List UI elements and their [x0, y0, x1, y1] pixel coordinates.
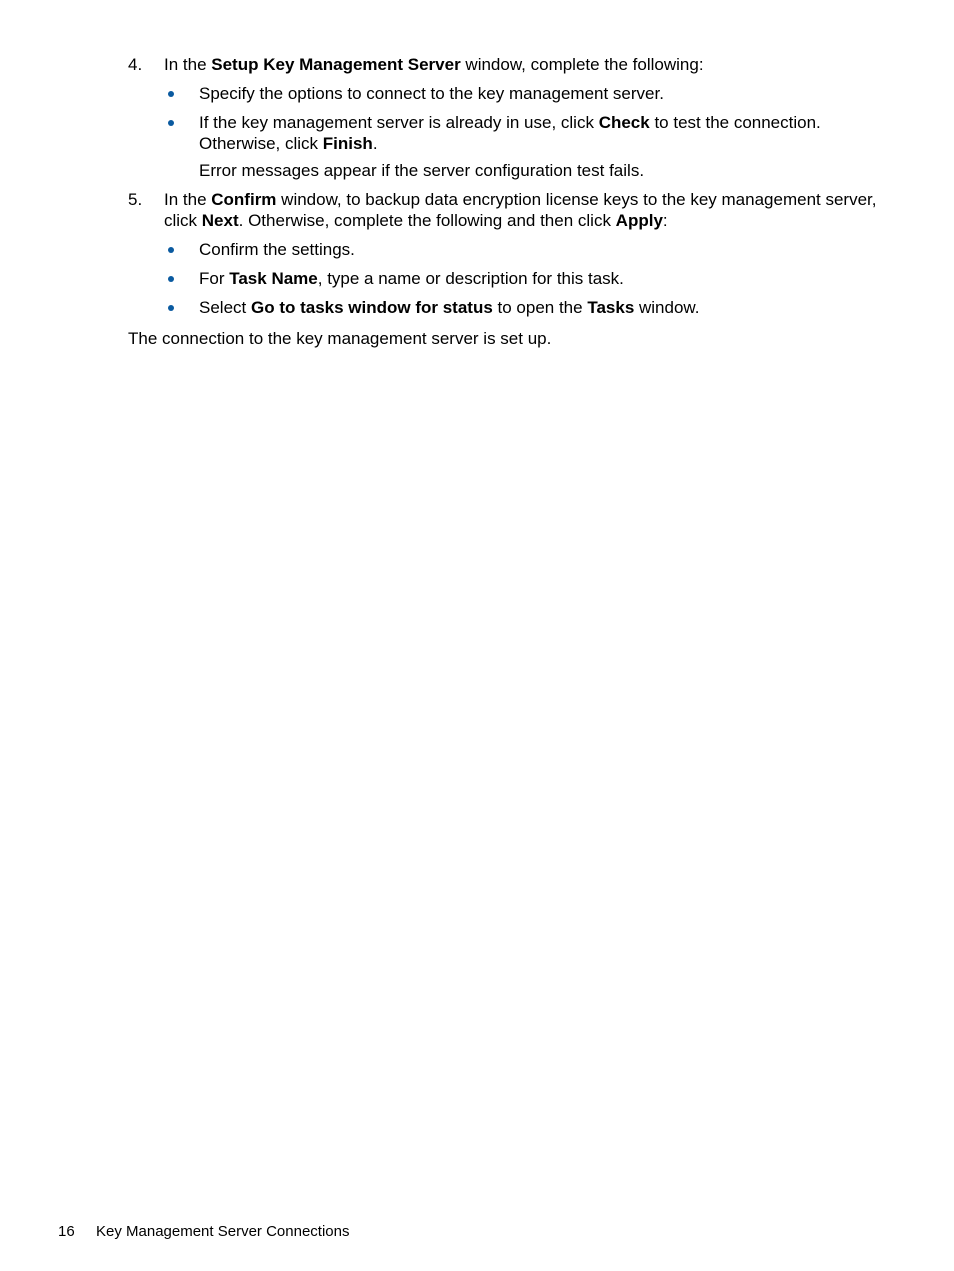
- bullet-icon: [168, 305, 174, 311]
- list-item: Select Go to tasks window for status to open the Tasks window.: [164, 297, 888, 318]
- section-title: Key Management Server Connections: [96, 1223, 350, 1240]
- step-5: [128, 189, 888, 318]
- error-note: Error messages appear if the server configuration test fails.: [199, 161, 645, 180]
- list-item: Confirm the settings.: [164, 239, 888, 260]
- step-4: [128, 54, 888, 181]
- list-item: Specify the options to connect to the key management server.: [164, 83, 888, 104]
- step-number: 5.: [128, 190, 143, 209]
- step-text: In the Setup Key Management Server window, complete the following:: [164, 55, 704, 74]
- bullet-icon: [168, 247, 174, 253]
- list-item: For Task Name, type a name or description for this task.: [164, 268, 888, 289]
- bullet-icon: [168, 120, 174, 126]
- list-item: If the key management server is already in use, click Check to test the connection. Otherwise, click Finish. Error messages appear if the server configuration test fails.: [164, 112, 888, 181]
- ui-term-tasks: Tasks: [587, 298, 635, 317]
- ui-term-task-name: Task Name: [229, 269, 318, 288]
- step-text: In the Confirm window, to backup data encryption license keys to the key management server, click Next. Otherwise, complete the following and then click Apply:: [164, 190, 877, 230]
- ui-term-next: Next: [201, 211, 239, 230]
- ui-term-setup-key-management-server: Setup Key Management Server: [211, 55, 461, 74]
- step-5-bullets: [164, 239, 888, 318]
- step-4-bullets: [164, 83, 888, 181]
- closing-paragraph: The connection to the key management server is set up.: [128, 329, 552, 348]
- step-number: 4.: [128, 55, 143, 74]
- ui-term-check: Check: [598, 113, 650, 132]
- bullet-icon: [168, 91, 174, 97]
- document-body: [128, 54, 888, 366]
- ui-term-finish: Finish: [322, 134, 373, 153]
- ui-term-apply: Apply: [615, 211, 663, 230]
- ui-term-go-to-tasks-window: Go to tasks window for status: [250, 298, 493, 317]
- ui-term-confirm: Confirm: [211, 190, 277, 209]
- page-number: 16: [58, 1223, 75, 1240]
- bullet-icon: [168, 276, 174, 282]
- page-footer: [58, 1222, 349, 1241]
